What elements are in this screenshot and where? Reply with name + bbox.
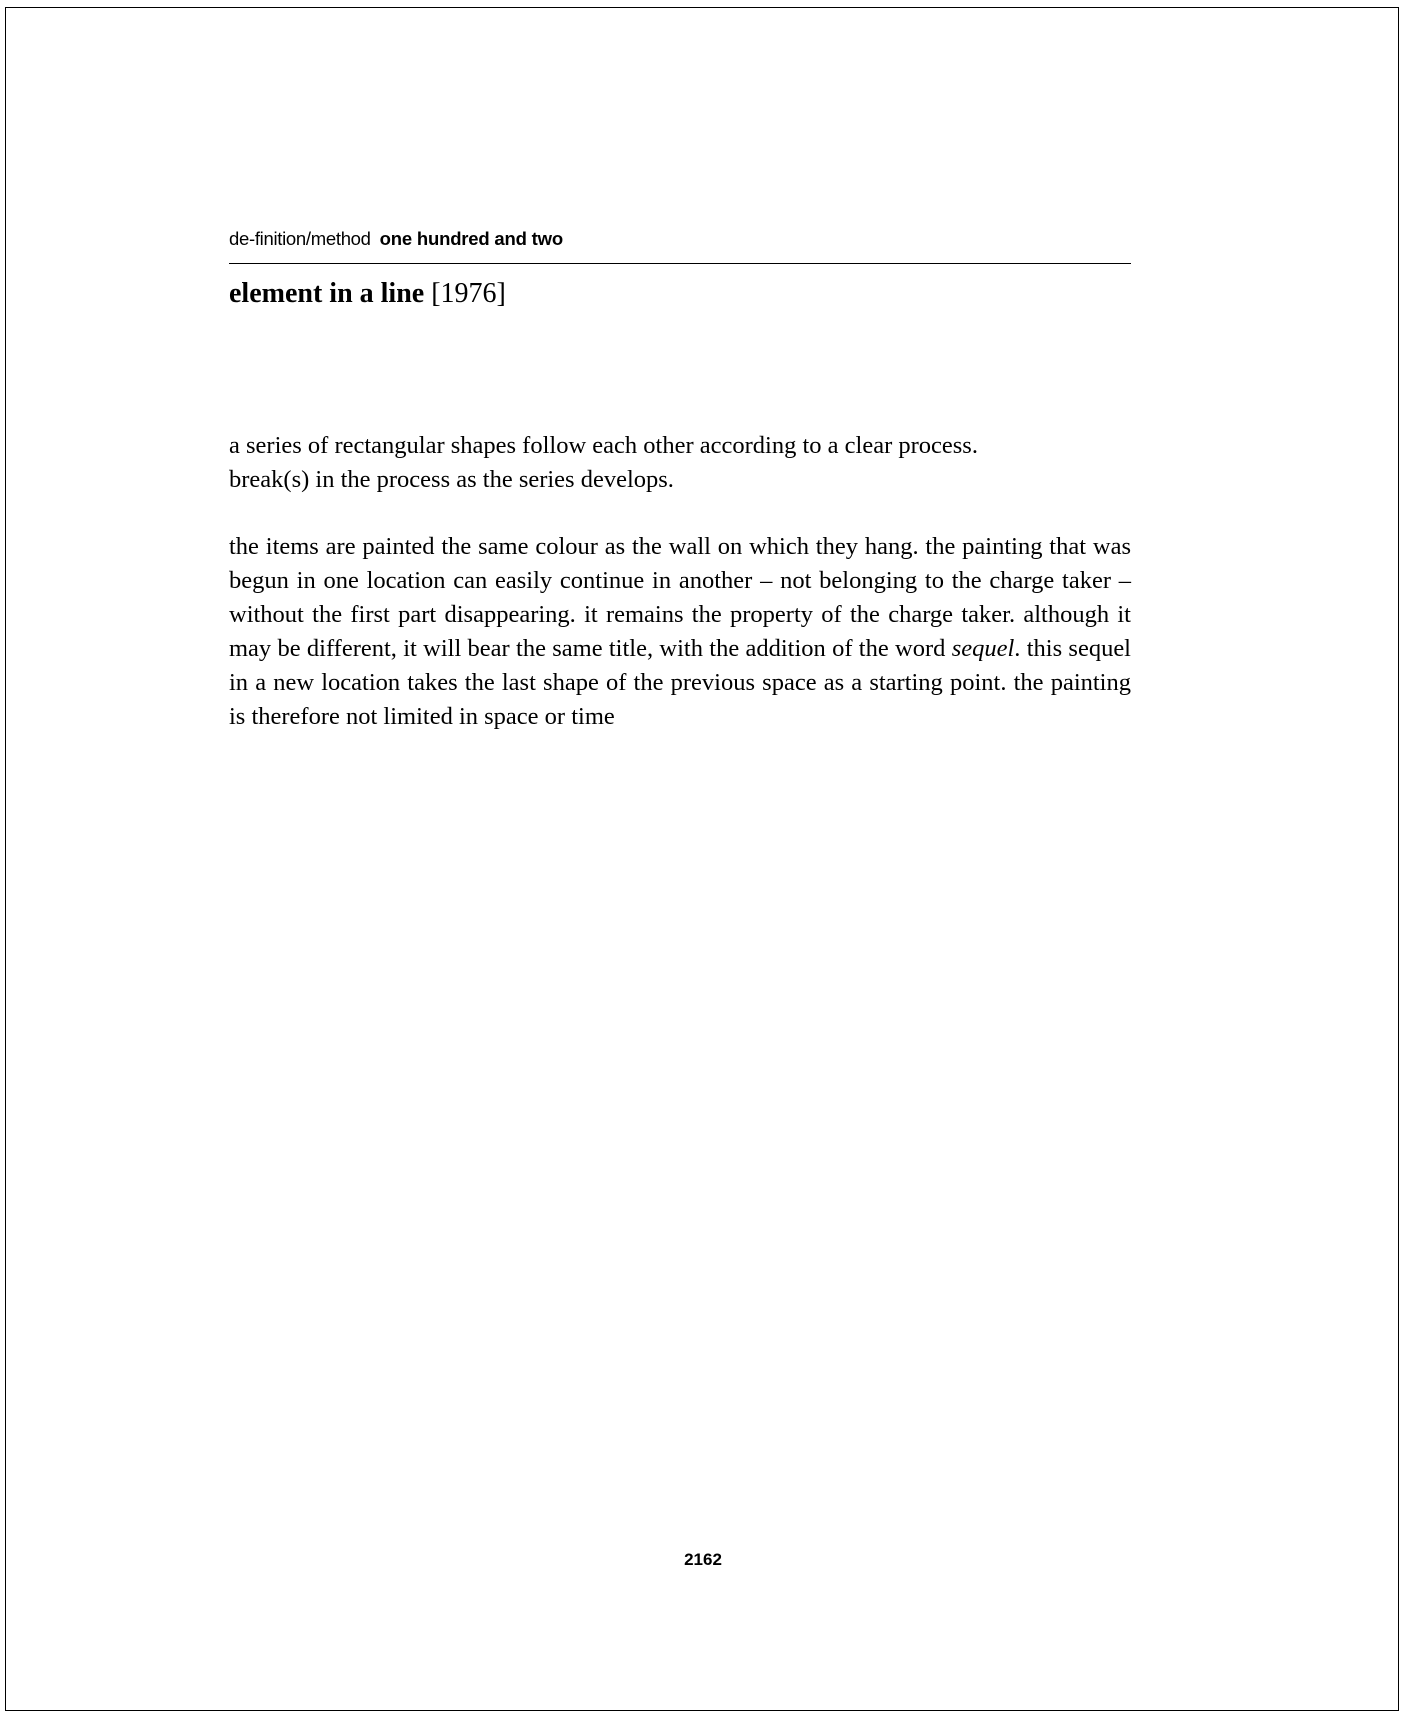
section-label: de-finition/method — [229, 228, 371, 249]
work-name: element in a line — [229, 278, 425, 309]
paragraph-1-line-2: break(s) in the process as the series develops. — [229, 466, 674, 493]
paragraph-1-line-1: a series of rectangular shapes follow each other according to a clear process. — [229, 432, 978, 459]
paragraph-2-text-after: . this sequel in a new location takes the last shape of the previous space as a starting point. the painting is therefore not limited in space or time — [229, 635, 1131, 730]
paragraph-2-text-before: the items are painted the same colour as the wall on which they hang. the painting that was begun in one location can easily continue in another – not belonging to the charge taker – without the first part disappearing. it remains the property of the charge taker. although it may be different, it will bear the same title, with the addition of the word — [229, 533, 1131, 662]
running-header — [229, 228, 1131, 264]
paragraph-2-emphasis: sequel — [951, 635, 1015, 662]
work-year: [1976] — [431, 278, 506, 309]
paragraph-1 — [229, 429, 1131, 497]
work-title — [229, 278, 1131, 310]
page-number-words: one hundred and two — [379, 228, 563, 249]
paragraph-2 — [229, 530, 1131, 734]
page-number: 2162 — [684, 1550, 722, 1569]
